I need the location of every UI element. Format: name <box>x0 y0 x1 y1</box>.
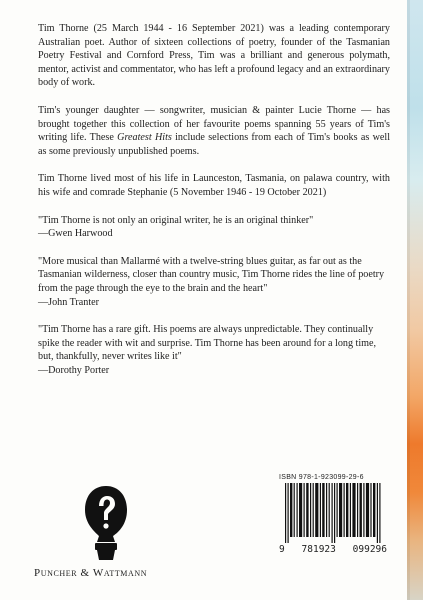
barcode-digits-left: 781923 <box>301 544 336 555</box>
boxing-glove-question-mark-icon <box>81 484 131 564</box>
barcode-digits <box>279 544 387 555</box>
quote-attribution: —Gwen Harwood <box>38 228 113 240</box>
quote-attribution: —John Tranter <box>38 296 100 308</box>
collection-paragraph <box>38 104 390 158</box>
quote-text: "More musical than Mallarmé with a twelve-string blues guitar, as far out as the Tasmanian wilderness, closer than country music, Tim Thorne rides the line of poetry from the page through the eye to the brain and the heart" <box>38 255 385 294</box>
isbn-label: ISBN 978-1-923099-29-6 <box>279 474 364 481</box>
quote-attribution: —Dorothy Porter <box>38 364 110 376</box>
cover-blurb <box>38 22 390 391</box>
residence-paragraph: Tim Thorne lived most of his life in Launceston, Tasmania, on palawa country, with his wife and comrade Stephanie (5 November 1946 - 19 October 2021) <box>38 173 390 198</box>
quote-text: "Tim Thorne is not only an original writer, he is an original thinker" <box>38 214 314 226</box>
collection-text-2: include selections from each of Tim's books as well as some previously unpublished poems. <box>38 132 391 157</box>
cover-art-edge <box>407 0 423 600</box>
quote-text: "Tim Thorne has a rare gift. His poems are always unpredictable. They continually spike the reader with wit and surprise. Tim Thorne has been around for a long time, but, thankfully, never writes like it" <box>38 324 377 363</box>
barcode-digit-first: 9 <box>279 544 285 555</box>
barcode-bars <box>279 483 387 543</box>
book-title: Greatest Hits <box>117 132 172 144</box>
bio-paragraph: Tim Thorne (25 March 1944 - 16 September 2021) was a leading contemporary Australian poet. Author of sixteen collections of poetry, founder of the Tasmanian Poetry Festival and Cornford Press, Tim was a brilliant and generous polymath, mentor, activist and commentator, who has left a profound legacy and an extraordinary body of work. <box>38 23 390 89</box>
publisher-name: Puncher & Wattmann <box>34 567 148 579</box>
collection-text-1: Tim's younger daughter — songwriter, musician & painter Lucie Thorne — has brought together this collection of her favourite poems spanning 55 years of Tim's writing life. These <box>38 104 390 144</box>
barcode <box>279 474 389 555</box>
barcode-digits-right: 099296 <box>352 544 387 555</box>
